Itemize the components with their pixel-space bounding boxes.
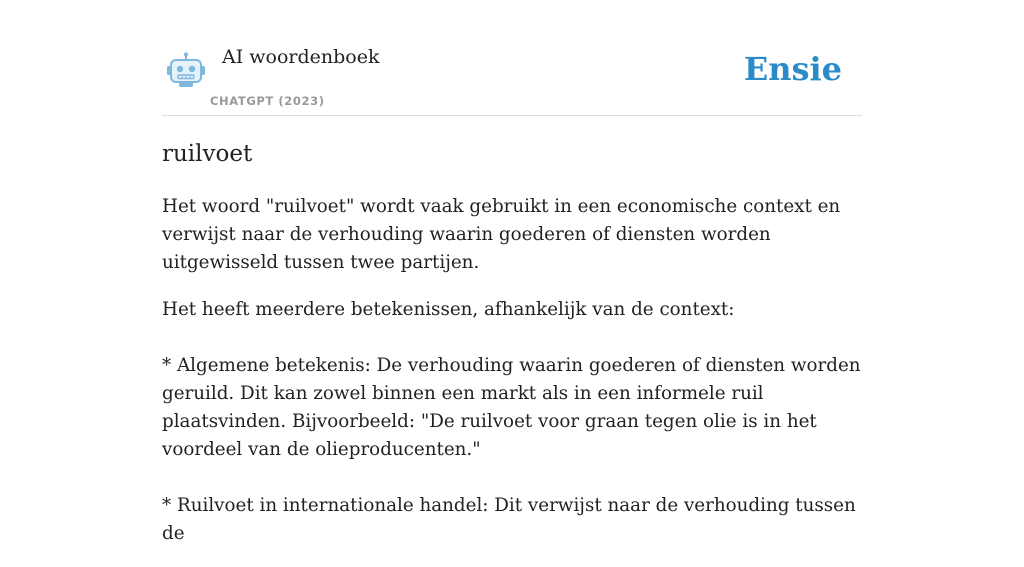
entry-content xyxy=(162,138,862,567)
robot-icon xyxy=(166,52,206,88)
definition-paragraph: Het woord "ruilvoet" wordt vaak gebruikt in een economische context en verwijst naar de verhouding waarin goederen of diensten worden uitgewisseld tussen twee partijen. xyxy=(162,196,841,273)
source-meta: CHATGPT (2023) xyxy=(210,94,325,108)
brand-logo[interactable]: Ensie xyxy=(743,50,842,88)
definition-paragraph: Het heeft meerdere betekenissen, afhankelijk van de context: * Algemene betekenis: De verhouding waarin goederen of diensten worden geruild. Dit kan zowel binnen een markt als in een informele ruil plaatsvinden. Bijvoorbeeld: "De ruilvoet voor graan tegen olie is in het voordeel van de olieproducenten." * Ruilvoet in internationale handel: Dit verwijst naar de verhouding tussen de xyxy=(162,299,861,544)
source-header xyxy=(162,36,862,116)
source-name[interactable]: AI woordenboek xyxy=(222,46,380,68)
entry-term: ruilvoet xyxy=(162,141,253,167)
